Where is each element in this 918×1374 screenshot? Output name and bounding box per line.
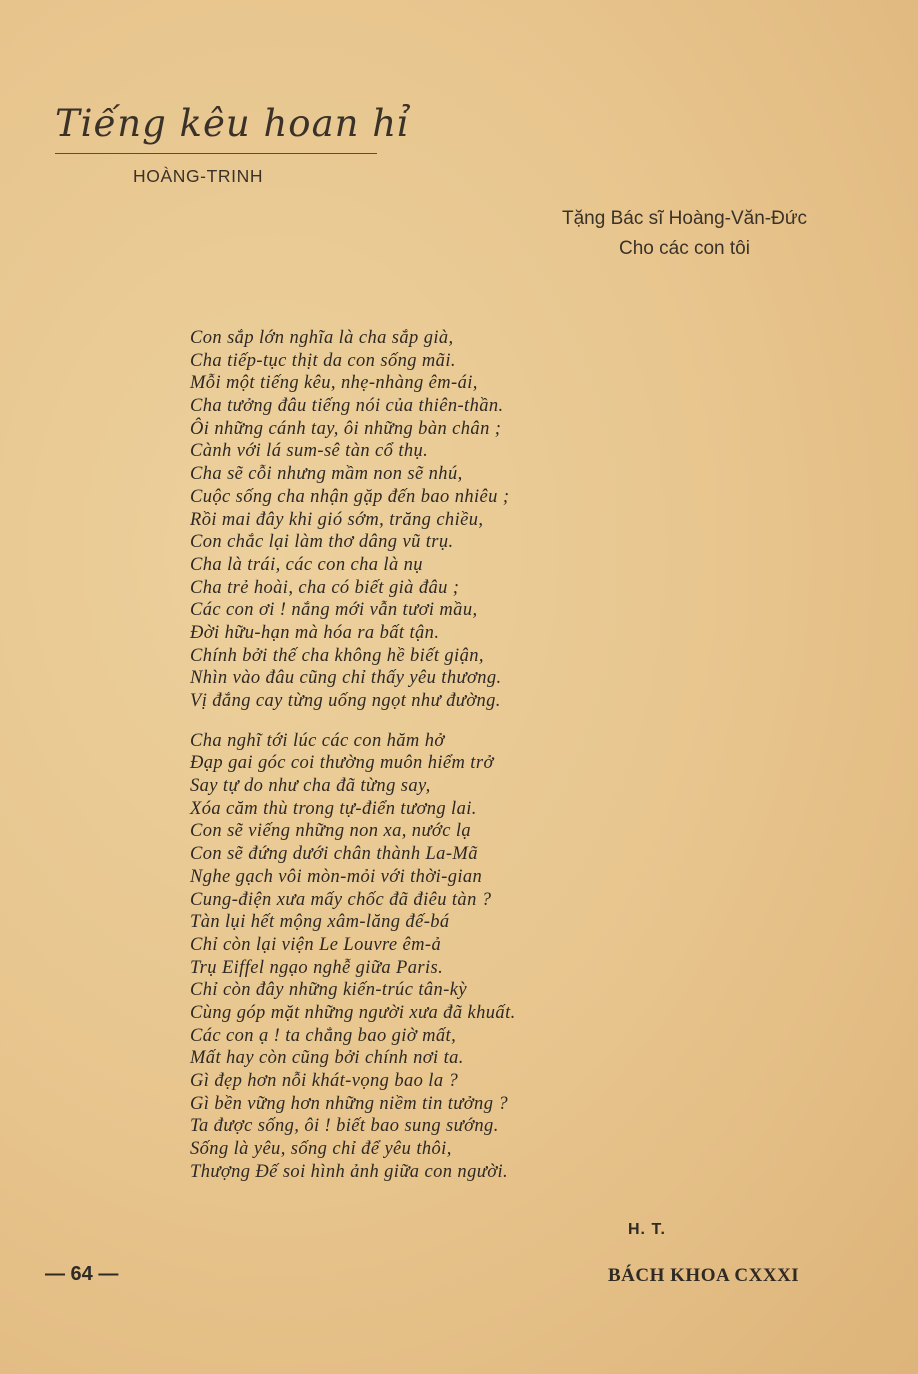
poem-line: Cuộc sống cha nhận gặp đến bao nhiêu ; <box>190 486 510 507</box>
dedication-line: Cho các con tôi <box>619 238 750 259</box>
poem-line: Cha sẽ cỗi nhưng mầm non sẽ nhú, <box>190 464 463 485</box>
poem-line: Con sắp lớn nghĩa là cha sắp già, <box>190 328 454 348</box>
poem-line: Mỗi một tiếng kêu, nhẹ-nhàng êm-ái, <box>190 373 478 394</box>
poem-line: Con chắc lại làm thơ dâng vũ trụ. <box>190 532 454 553</box>
page-number: — 64 — <box>45 1263 119 1285</box>
poem-line: Chỉ còn lại viện Le Louvre êm-ả <box>190 934 442 955</box>
journal-name: BÁCH KHOA CXXXI <box>608 1265 800 1286</box>
poem-body <box>190 327 516 1183</box>
poem-line: Cành với lá sum-sê tàn cổ thụ. <box>190 441 429 462</box>
title-rule <box>55 153 377 154</box>
dedication-line: Tặng Bác sĩ Hoàng-Văn-Đức <box>562 208 808 229</box>
poem-line: Cha tưởng đâu tiếng nói của thiên-thần. <box>190 396 504 417</box>
poem-title: Tiếng kêu hoan hỉ <box>55 102 410 145</box>
poem-line: Cung-điện xưa mấy chốc đã điêu tàn ? <box>190 889 492 910</box>
dedication <box>562 204 807 264</box>
poem-author: HOÀNG-TRINH <box>133 166 264 186</box>
poem-line: Ta được sống, ôi ! biết bao sung sướng. <box>190 1116 499 1137</box>
poem-line: Xóa căm thù trong tự-điển tương lai. <box>190 798 477 819</box>
poem-line: Say tự do như cha đã từng say, <box>190 776 431 797</box>
poem-line: Gì bền vững hơn những niềm tin tưởng ? <box>190 1093 509 1114</box>
poem-line: Thượng Đế soi hình ảnh giữa con người. <box>190 1161 509 1182</box>
poem-line: Con sẽ đứng dưới chân thành La-Mã <box>190 844 478 865</box>
signature-initials: H. T. <box>628 1221 666 1238</box>
stanza <box>190 327 516 713</box>
poem-line: Cùng góp mặt những người xưa đã khuất. <box>190 1002 516 1023</box>
stanza <box>190 730 516 1184</box>
poem-line: Cha trẻ hoài, cha có biết già đâu ; <box>190 577 460 598</box>
poem-line: Rồi mai đây khi gió sớm, trăng chiều, <box>190 509 484 530</box>
poem-line: Cha là trái, các con cha là nụ <box>190 554 423 575</box>
poem-line: Gì đẹp hơn nỗi khát-vọng bao la ? <box>190 1071 459 1091</box>
poem-line: Ôi những cánh tay, ôi những bàn chân ; <box>190 418 502 439</box>
poem-line: Chỉ còn đây những kiến-trúc tân-kỳ <box>190 980 467 1001</box>
poem-line: Trụ Eiffel ngạo nghễ giữa Paris. <box>190 957 444 978</box>
poem-line: Mất hay còn cũng bởi chính nơi ta. <box>190 1048 464 1069</box>
poem-line: Chính bởi thế cha không hề biết giận, <box>190 645 484 666</box>
poem-line: Sống là yêu, sống chỉ để yêu thôi, <box>190 1139 452 1160</box>
poem-line: Đời hữu-hạn mà hóa ra bất tận. <box>190 622 440 643</box>
poem-line: Cha tiếp-tục thịt da con sống mãi. <box>190 350 456 371</box>
poem-line: Đạp gai góc coi thường muôn hiểm trở <box>190 753 494 774</box>
poem-line: Nhìn vào đâu cũng chỉ thấy yêu thương. <box>190 668 502 689</box>
poem-line: Con sẽ viếng những non xa, nước lạ <box>190 821 472 842</box>
poem-line: Các con ơi ! nắng mới vẫn tươi mầu, <box>190 600 478 621</box>
poem-line: Các con ạ ! ta chẳng bao giờ mất, <box>190 1025 457 1046</box>
poem-line: Vị đắng cay từng uống ngọt như đường. <box>190 691 501 711</box>
poem-line: Nghe gạch vôi mòn-mỏi với thời-gian <box>190 866 483 887</box>
poem-line: Tàn lụi hết mộng xâm-lăng đế-bá <box>190 912 450 933</box>
poem-line: Cha nghĩ tới lúc các con hăm hở <box>190 730 445 751</box>
